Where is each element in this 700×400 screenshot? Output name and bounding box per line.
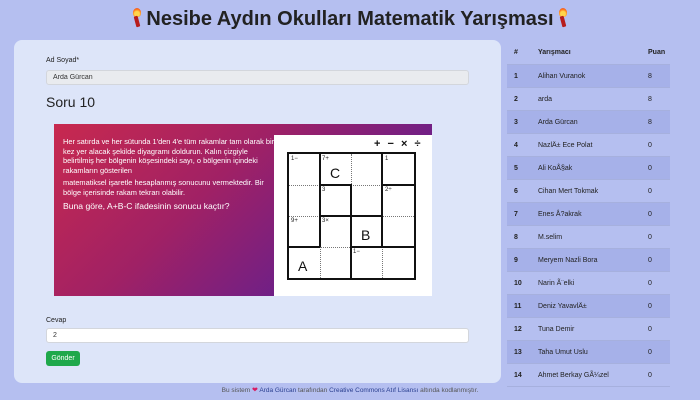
score-cell: 0 (648, 257, 652, 264)
score-cell: 8 (648, 73, 652, 80)
kenken-puzzle (274, 135, 432, 296)
rank-cell: 8 (514, 234, 518, 241)
score-cell: 0 (648, 303, 652, 310)
score-cell: 0 (648, 211, 652, 218)
score-cell: 0 (648, 234, 652, 241)
score-cell: 0 (648, 326, 652, 333)
question-title: Soru 10 (46, 94, 96, 110)
leaderboard-row (507, 249, 670, 272)
score-cell: 0 (648, 165, 652, 172)
question-text (63, 137, 276, 214)
name-cell: Alihan Vuranok (538, 73, 586, 80)
footer-prefix: Bu sistem (221, 387, 251, 394)
leaderboard-row (507, 226, 670, 249)
rank-cell: 9 (514, 257, 518, 264)
cage-label: 2÷ (385, 187, 392, 193)
submit-button[interactable]: Gönder (46, 351, 80, 366)
cell-letter-a: A (298, 258, 308, 274)
score-cell: 0 (648, 349, 652, 356)
rank-cell: 7 (514, 211, 518, 218)
cell-letter-c: C (330, 165, 341, 181)
question-prompt: Buna göre, A+B-C ifadesinin sonucu kaçtır? (63, 200, 230, 211)
name-label: Ad Soyad* (46, 57, 80, 64)
rank-cell: 5 (514, 165, 518, 172)
leaderboard-row (507, 157, 670, 180)
cage-label: 1− (291, 156, 298, 162)
leaderboard-rows (507, 65, 670, 387)
leaderboard (507, 41, 670, 387)
cage-label: 3 (322, 187, 326, 193)
footer-middle: tarafından (298, 387, 328, 394)
score-cell: 8 (648, 96, 652, 103)
name-header: Yarışmacı (538, 49, 571, 56)
leaderboard-row (507, 203, 670, 226)
rank-cell: 13 (514, 349, 522, 356)
leaderboard-row (507, 111, 670, 134)
cage-label: 7+ (322, 156, 329, 162)
torch-icon (131, 8, 143, 28)
rank-cell: 6 (514, 188, 518, 195)
license-link[interactable]: Creative Commons Atıf Lisansı (329, 387, 419, 394)
name-cell: Enes Å?akrak (538, 211, 582, 218)
name-cell: Ahmet Berkay GÃ¼zel (538, 372, 609, 379)
page-title (0, 8, 700, 31)
leaderboard-row (507, 180, 670, 203)
name-field[interactable] (46, 70, 469, 85)
score-header: Puan (648, 49, 666, 56)
cage-label: 3× (322, 218, 329, 224)
puzzle-grid (287, 152, 416, 280)
rank-cell: 4 (514, 142, 518, 149)
torch-icon (557, 8, 569, 28)
leaderboard-row (507, 295, 670, 318)
page-title-text: Nesibe Aydın Okulları Matematik Yarışması (146, 8, 554, 30)
score-cell: 0 (648, 142, 652, 149)
cage-label: 1− (353, 249, 360, 255)
name-cell: Tuna Demir (538, 326, 575, 333)
leaderboard-row (507, 88, 670, 111)
cage-label: 9+ (291, 218, 298, 224)
question-paragraph: matematiksel işaretle hesaplanmış sonucunu vermektedir. Bir bölge içerisinde rakam tekrarı olabilir. (63, 178, 264, 197)
leaderboard-row (507, 341, 670, 364)
rank-cell: 1 (514, 73, 518, 80)
question-paragraph: Her satırda ve her sütunda 1'den 4'e tüm rakamlar tam olarak bir kez yer alacak şekilde diyagramı doldurun. Kalın çizgiyle belirtilmiş her bölgenin köşesindeki sayı, o bölgenin içindeki rakamların gösterilen (63, 137, 275, 175)
rank-cell: 2 (514, 96, 518, 103)
footer-suffix: altında kodlanmıştır. (420, 387, 479, 394)
name-cell: Taha Umut Uslu (538, 349, 588, 356)
rank-cell: 10 (514, 280, 522, 287)
name-cell: Arda Gürcan (538, 119, 578, 126)
question-card (14, 40, 501, 383)
rank-header: # (514, 49, 518, 56)
rank-cell: 14 (514, 372, 522, 379)
cell-letter-b: B (361, 227, 371, 243)
answer-label: Cevap (46, 317, 67, 324)
name-cell: M.selim (538, 234, 563, 241)
heart-icon: ❤ (252, 387, 258, 394)
cage-label: 1 (385, 156, 389, 162)
score-cell: 0 (648, 280, 652, 287)
score-cell: 0 (648, 372, 652, 379)
rank-cell: 11 (514, 303, 522, 310)
question-image (54, 124, 432, 296)
leaderboard-row (507, 272, 670, 295)
name-cell: NazlÄ± Ece Polat (538, 142, 593, 149)
leaderboard-row (507, 134, 670, 157)
rank-cell: 3 (514, 119, 518, 126)
score-cell: 8 (648, 119, 652, 126)
answer-field[interactable] (46, 328, 469, 343)
leaderboard-row (507, 318, 670, 341)
leaderboard-header (507, 41, 670, 65)
author-link[interactable]: Arda Gürcan (259, 387, 297, 394)
score-cell: 0 (648, 188, 652, 195)
leaderboard-row (507, 65, 670, 88)
leaderboard-row (507, 364, 670, 387)
name-cell: arda (538, 96, 553, 103)
name-cell: Cihan Mert Tokmak (538, 188, 599, 195)
name-cell: Narin Ã¨elki (538, 280, 575, 287)
footer (0, 386, 700, 394)
operator-legend: + − × ÷ (374, 138, 423, 150)
rank-cell: 12 (514, 326, 522, 333)
name-cell: Meryem Nazli Bora (538, 257, 598, 264)
name-cell: Ali KoÅ§ak (538, 165, 573, 172)
name-cell: Deniz YavavlÄ± (538, 303, 587, 310)
